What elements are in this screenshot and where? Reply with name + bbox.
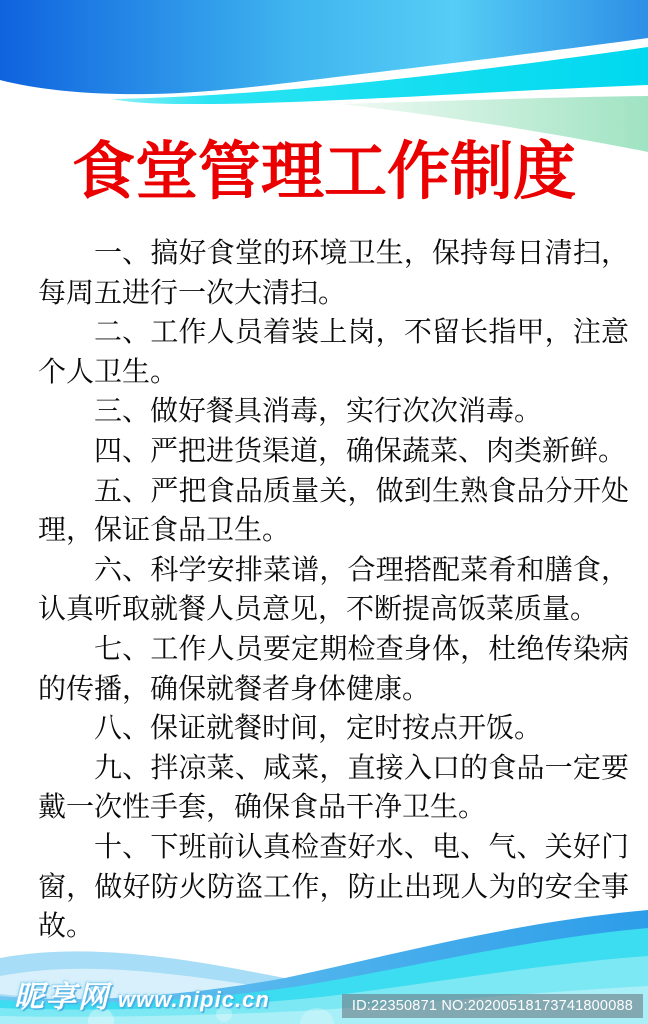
site-watermark	[14, 972, 270, 1016]
watermark-site-url: www.nipic.cn	[118, 987, 270, 1012]
rule-item: 五、严把食品质量关，做到生熟食品分开处理，保证食品卫生。	[38, 474, 629, 546]
rule-item: 二、工作人员着装上岗，不留长指甲，注意个人卫生。	[38, 316, 629, 387]
rule-item: 八、保证就餐时间，定时按点开饭。	[94, 712, 543, 744]
rule-item: 六、科学安排菜谱，合理搭配菜肴和膳食，认真听取就餐人员意见，不断提高饭菜质量。	[38, 553, 629, 625]
rule-item: 七、工作人员要定期检查身体，杜绝传染病的传播，确保就餐者身体健康。	[38, 632, 629, 704]
image-id-badge: ID:22350871 NO:20200518173741800088	[342, 994, 643, 1018]
rule-item: 九、拌凉菜、咸菜，直接入口的食品一定要戴一次性手套，确保食品干净卫生。	[38, 751, 629, 823]
rule-item: 三、做好餐具消毒，实行次次消毒。	[94, 395, 543, 427]
rules-list	[38, 233, 629, 946]
rule-item: 一、搞好食堂的环境卫生，保持每日清扫，每周五进行一次大清扫。	[38, 237, 629, 308]
watermark-site-name: 昵享网	[14, 981, 110, 1014]
page-title: 食堂管理工作制度	[72, 137, 576, 207]
rule-item: 十、下班前认真检查好水、电、气、关好门窗，做好防火防盗工作，防止出现人为的安全事故。	[38, 830, 629, 942]
rule-item: 四、严把进货渠道，确保蔬菜、肉类新鲜。	[94, 434, 627, 466]
